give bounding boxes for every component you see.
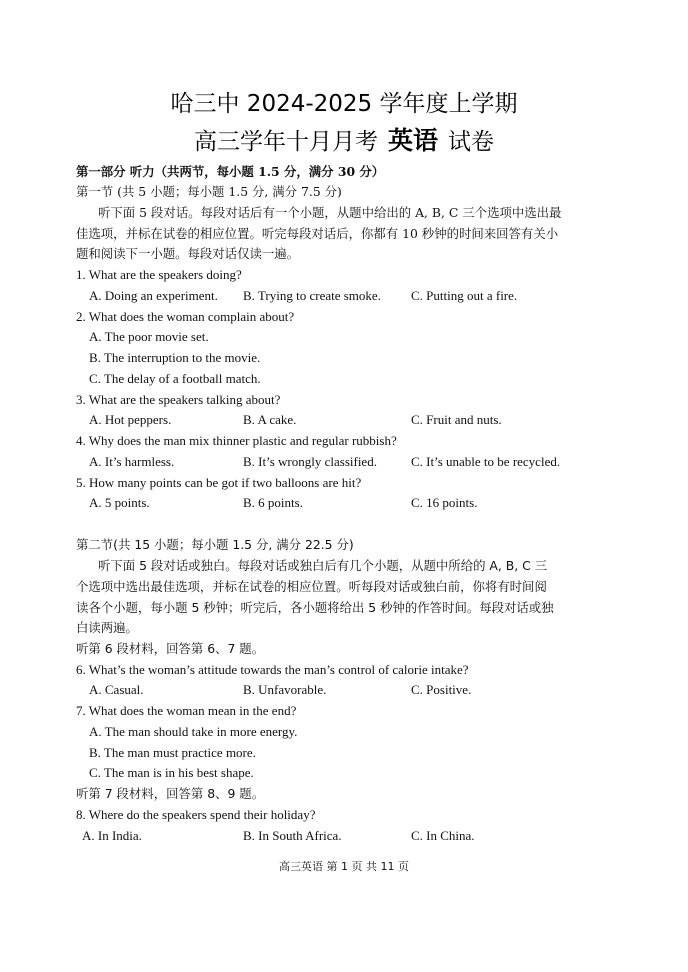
question-6-options xyxy=(89,680,472,700)
question-5-option-b: B. 6 points. xyxy=(243,495,303,510)
exam-title-line2 xyxy=(0,121,688,157)
question-4-option-c: C. It’s unable to be recycled. xyxy=(411,454,561,469)
question-6-stem: 6. What’s the woman’s attitude towards the man’s control of calorie intake? xyxy=(76,662,469,677)
question-5-options xyxy=(89,493,478,513)
question-1-options xyxy=(89,286,518,306)
question-5-option-c: C. 16 points. xyxy=(411,495,478,510)
question-8-option-a: A. In India. xyxy=(82,828,142,843)
exam-title-line1: 哈三中 2024-2025 学年度上学期 xyxy=(170,91,518,117)
part1-heading: 第一部分 听力（共两节，每小题 1.5 分，满分 30 分） xyxy=(76,164,385,179)
question-3-options xyxy=(89,410,502,430)
question-2-stem: 2. What does the woman complain about? xyxy=(76,309,295,324)
section1-heading: 第一节 (共 5 小题；每小题 1.5 分, 满分 7.5 分) xyxy=(76,184,342,199)
question-3-option-a: A. Hot peppers. xyxy=(89,412,172,427)
exam-title-grade: 高三学年十月月考 xyxy=(193,129,378,155)
question-6-option-b: B. Unfavorable. xyxy=(243,682,327,697)
question-2-option-b: B. The interruption to the movie. xyxy=(89,350,261,365)
question-3-stem: 3. What are the speakers talking about? xyxy=(76,392,281,407)
question-8-option-b: B. In South Africa. xyxy=(243,828,342,843)
section1-instruction-1: 听下面 5 段对话。每段对话后有一个小题，从题中给出的 A, B, C 三个选项中选出最 xyxy=(98,205,562,220)
question-5-option-a: A. 5 points. xyxy=(89,495,150,510)
question-3-option-c: C. Fruit and nuts. xyxy=(411,412,502,427)
section2-instruction-2: 个选项中选出最佳选项，并标在试卷的相应位置。听每段对话或独白前，你将有时间阅 xyxy=(76,579,547,594)
question-1-option-b: B. Trying to create smoke. xyxy=(243,288,381,303)
question-4-stem: 4. Why does the man mix thinner plastic and regular rubbish? xyxy=(76,433,397,448)
question-3-option-b: B. A cake. xyxy=(243,412,297,427)
question-8-stem: 8. Where do the speakers spend their holiday? xyxy=(76,807,316,822)
question-2-option-c: C. The delay of a football match. xyxy=(89,371,261,386)
question-7-option-c: C. The man is in his best shape. xyxy=(89,765,254,780)
question-7-option-a: A. The man should take in more energy. xyxy=(89,724,298,739)
question-1-option-c: C. Putting out a fire. xyxy=(411,288,518,303)
material-6-note: 听第 6 段材料，回答第 6、7 题。 xyxy=(76,641,265,656)
question-4-options xyxy=(89,452,561,472)
section2-instruction-4: 白读两遍。 xyxy=(76,620,138,635)
exam-title-subject: 英语 xyxy=(387,126,438,155)
material-7-note: 听第 7 段材料，回答第 8、9 题。 xyxy=(76,786,265,801)
section2-instruction-3: 读各个小题，每小题 5 秒钟；听完后，各小题将给出 5 秒钟的作答时间。每段对话或独 xyxy=(76,600,554,615)
section2-heading: 第二节(共 15 小题；每小题 1.5 分, 满分 22.5 分) xyxy=(76,537,354,552)
question-4-option-b: B. It’s wrongly classified. xyxy=(243,454,377,469)
question-8-options xyxy=(82,826,475,846)
question-1-option-a: A. Doing an experiment. xyxy=(89,288,218,303)
section2-instruction-1: 听下面 5 段对话或独白。每段对话或独白后有几个小题，从题中所给的 A, B, C 三 xyxy=(98,558,548,573)
section1-instruction-2: 佳选项，并标在试卷的相应位置。听完每段对话后，你都有 10 秒钟的时间来回答有关小 xyxy=(76,226,559,241)
question-7-option-b: B. The man must practice more. xyxy=(89,745,256,760)
question-6-option-c: C. Positive. xyxy=(411,682,472,697)
question-8-option-c: C. In China. xyxy=(411,828,475,843)
page-footer: 高三英语 第 1 页 共 11 页 xyxy=(279,860,409,873)
question-5-stem: 5. How many points can be got if two balloons are hit? xyxy=(76,475,362,490)
question-1-stem: 1. What are the speakers doing? xyxy=(76,267,242,282)
question-6-option-a: A. Casual. xyxy=(89,682,144,697)
question-2-option-a: A. The poor movie set. xyxy=(89,329,209,344)
question-7-stem: 7. What does the woman mean in the end? xyxy=(76,703,297,718)
exam-title-suffix: 试卷 xyxy=(448,129,494,155)
question-4-option-a: A. It’s harmless. xyxy=(89,454,175,469)
section1-instruction-3: 题和阅读下一小题。每段对话仅读一遍。 xyxy=(76,246,300,261)
